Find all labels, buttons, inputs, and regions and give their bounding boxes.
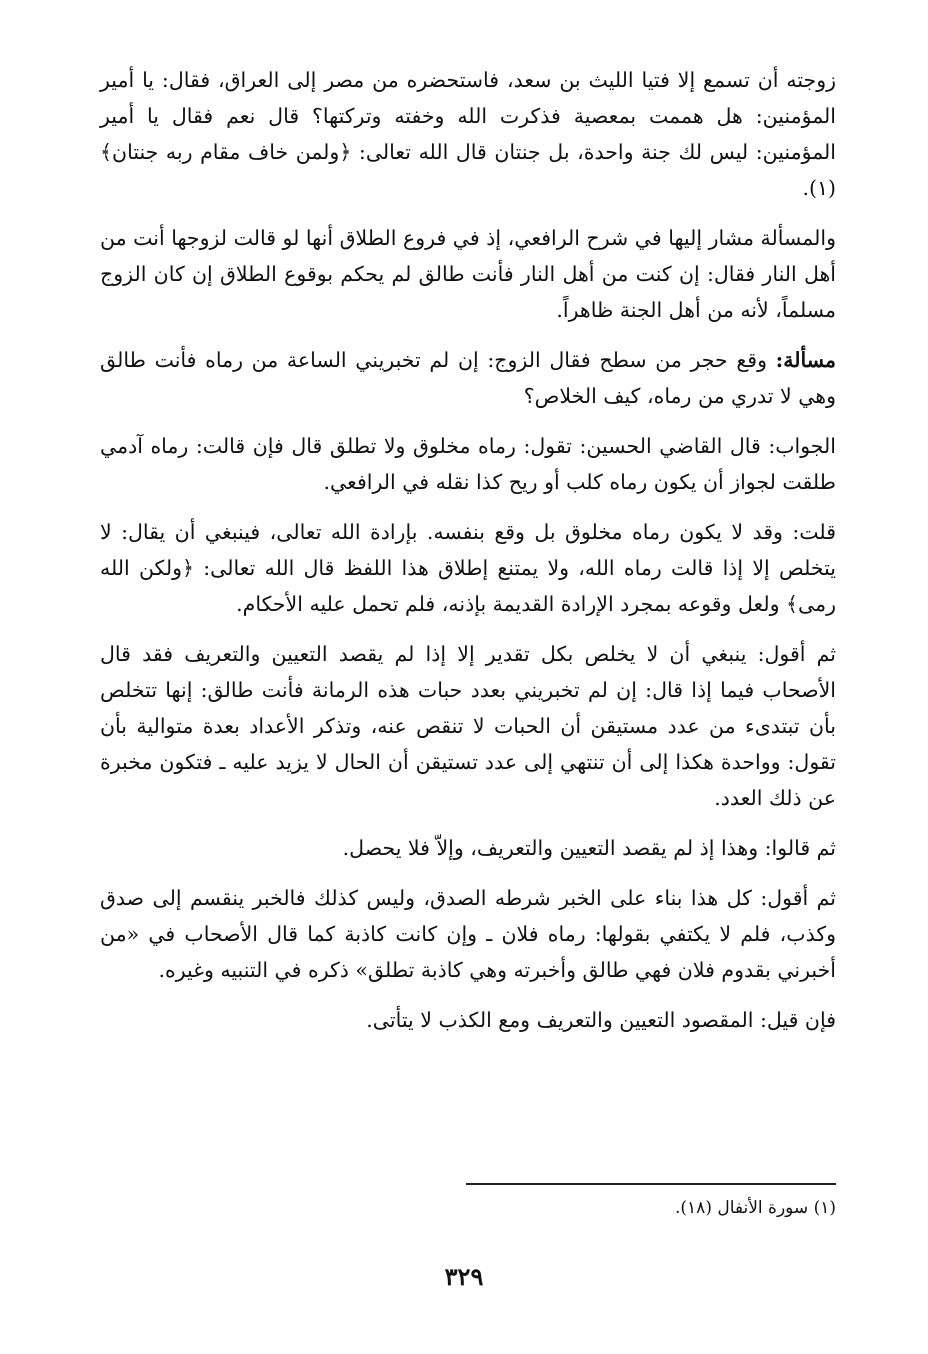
paragraph-8: [100, 880, 836, 988]
footnote-separator: [466, 1183, 836, 1185]
paragraph-text: الجواب: قال القاضي الحسين: تقول: رماه مخلوق ولا تطلق قال فإن قالت: رماه آدمي طلقت لجواز أن يكون رماه كلب أو ريح كذا نقله في الرافعي.: [100, 434, 836, 494]
paragraph-text: وقع حجر من سطح فقال الزوج: إن لم تخبريني الساعة من رماه فأنت طالق وهي لا تدري من رماه، كيف الخلاص؟: [100, 348, 836, 408]
paragraph-lead-masala: مسألة:: [775, 348, 836, 372]
page-number: ٣٢٩: [444, 1262, 484, 1291]
paragraph-3: [100, 342, 836, 414]
paragraph-6: [100, 636, 836, 816]
paragraph-5: [100, 514, 836, 622]
paragraph-text: فإن قيل: المقصود التعيين والتعريف ومع الكذب لا يتأتى.: [366, 1008, 836, 1032]
footnote: (١) سورة الأنفال (١٨).: [675, 1198, 836, 1218]
paragraph-9: [100, 1002, 836, 1038]
paragraph-4: [100, 428, 836, 500]
paragraph-text: ثم أقول: كل هذا بناء على الخبر شرطه الصدق، وليس كذلك فالخبر ينقسم إلى صدق وكذب، فلم لا يكتفي بقولها: رماه فلان ـ وإن كانت كاذبة كما قال الأصحاب في «من أخبرني بقدوم فلان فهي طالق وأخبرته وهي كاذبة تطلق» ذكره في التنبيه وغيره.: [100, 886, 836, 982]
paragraph-text: والمسألة مشار إليها في شرح الرافعي، إذ في فروع الطلاق أنها لو قالت لزوجها أنت من أهل النار فقال: إن كنت من أهل النار فأنت طالق لم يحكم بوقوع الطلاق إن كان الزوج مسلماً، لأنه من أهل الجنة ظاهراً.: [100, 226, 836, 322]
paragraph-2: [100, 220, 836, 328]
paragraph-text: قلت: وقد لا يكون رماه مخلوق بل وقع بنفسه. بإرادة الله تعالى، فينبغي أن يقال: لا يتخلص إلا إذا قالت رماه الله، ولا يمتنع إطلاق هذا اللفظ قال الله تعالى: ﴿ولكن الله رمى﴾ ولعل وقوعه بمجرد الإرادة القديمة بإذنه، فلم تحمل عليه الأحكام.: [100, 520, 836, 616]
paragraph-text: زوجته أن تسمع إلا فتيا الليث بن سعد، فاستحضره من مصر إلى العراق، فقال: يا أمير المؤمنين: هل هممت بمعصية فذكرت الله وخفته وتركتها؟ قال نعم فقال يا أمير المؤمنين: ليس لك جنة واحدة، بل جنتان قال الله تعالى: ﴿ولمن خاف مقام ربه جنتان﴾(١).: [100, 68, 836, 200]
paragraph-text: ثم قالوا: وهذا إذ لم يقصد التعيين والتعريف، وإلاّ فلا يحصل.: [342, 836, 836, 860]
paragraph-text: ثم أقول: ينبغي أن لا يخلص بكل تقدير إلا إذا لم يقصد التعيين والتعريف فقد قال الأصحاب فيما إذا قال: إن لم تخبريني بعدد حبات هذه الرمانة فأنت طالق: إنها تتخلص بأن تبتدىء من عدد مستيقن أن الحبات لا تنقص عنه، وتذكر الأعداد بعدة متوالية بأن تقول: وواحدة هكذا إلى أن تنتهي إلى عدد تستيقن أن الحال لا يزيد عليه ـ فتكون مخبرة عن ذلك العدد.: [100, 642, 836, 810]
main-text: [100, 62, 836, 1050]
paragraph-1: [100, 62, 836, 206]
paragraph-7: [100, 830, 836, 866]
